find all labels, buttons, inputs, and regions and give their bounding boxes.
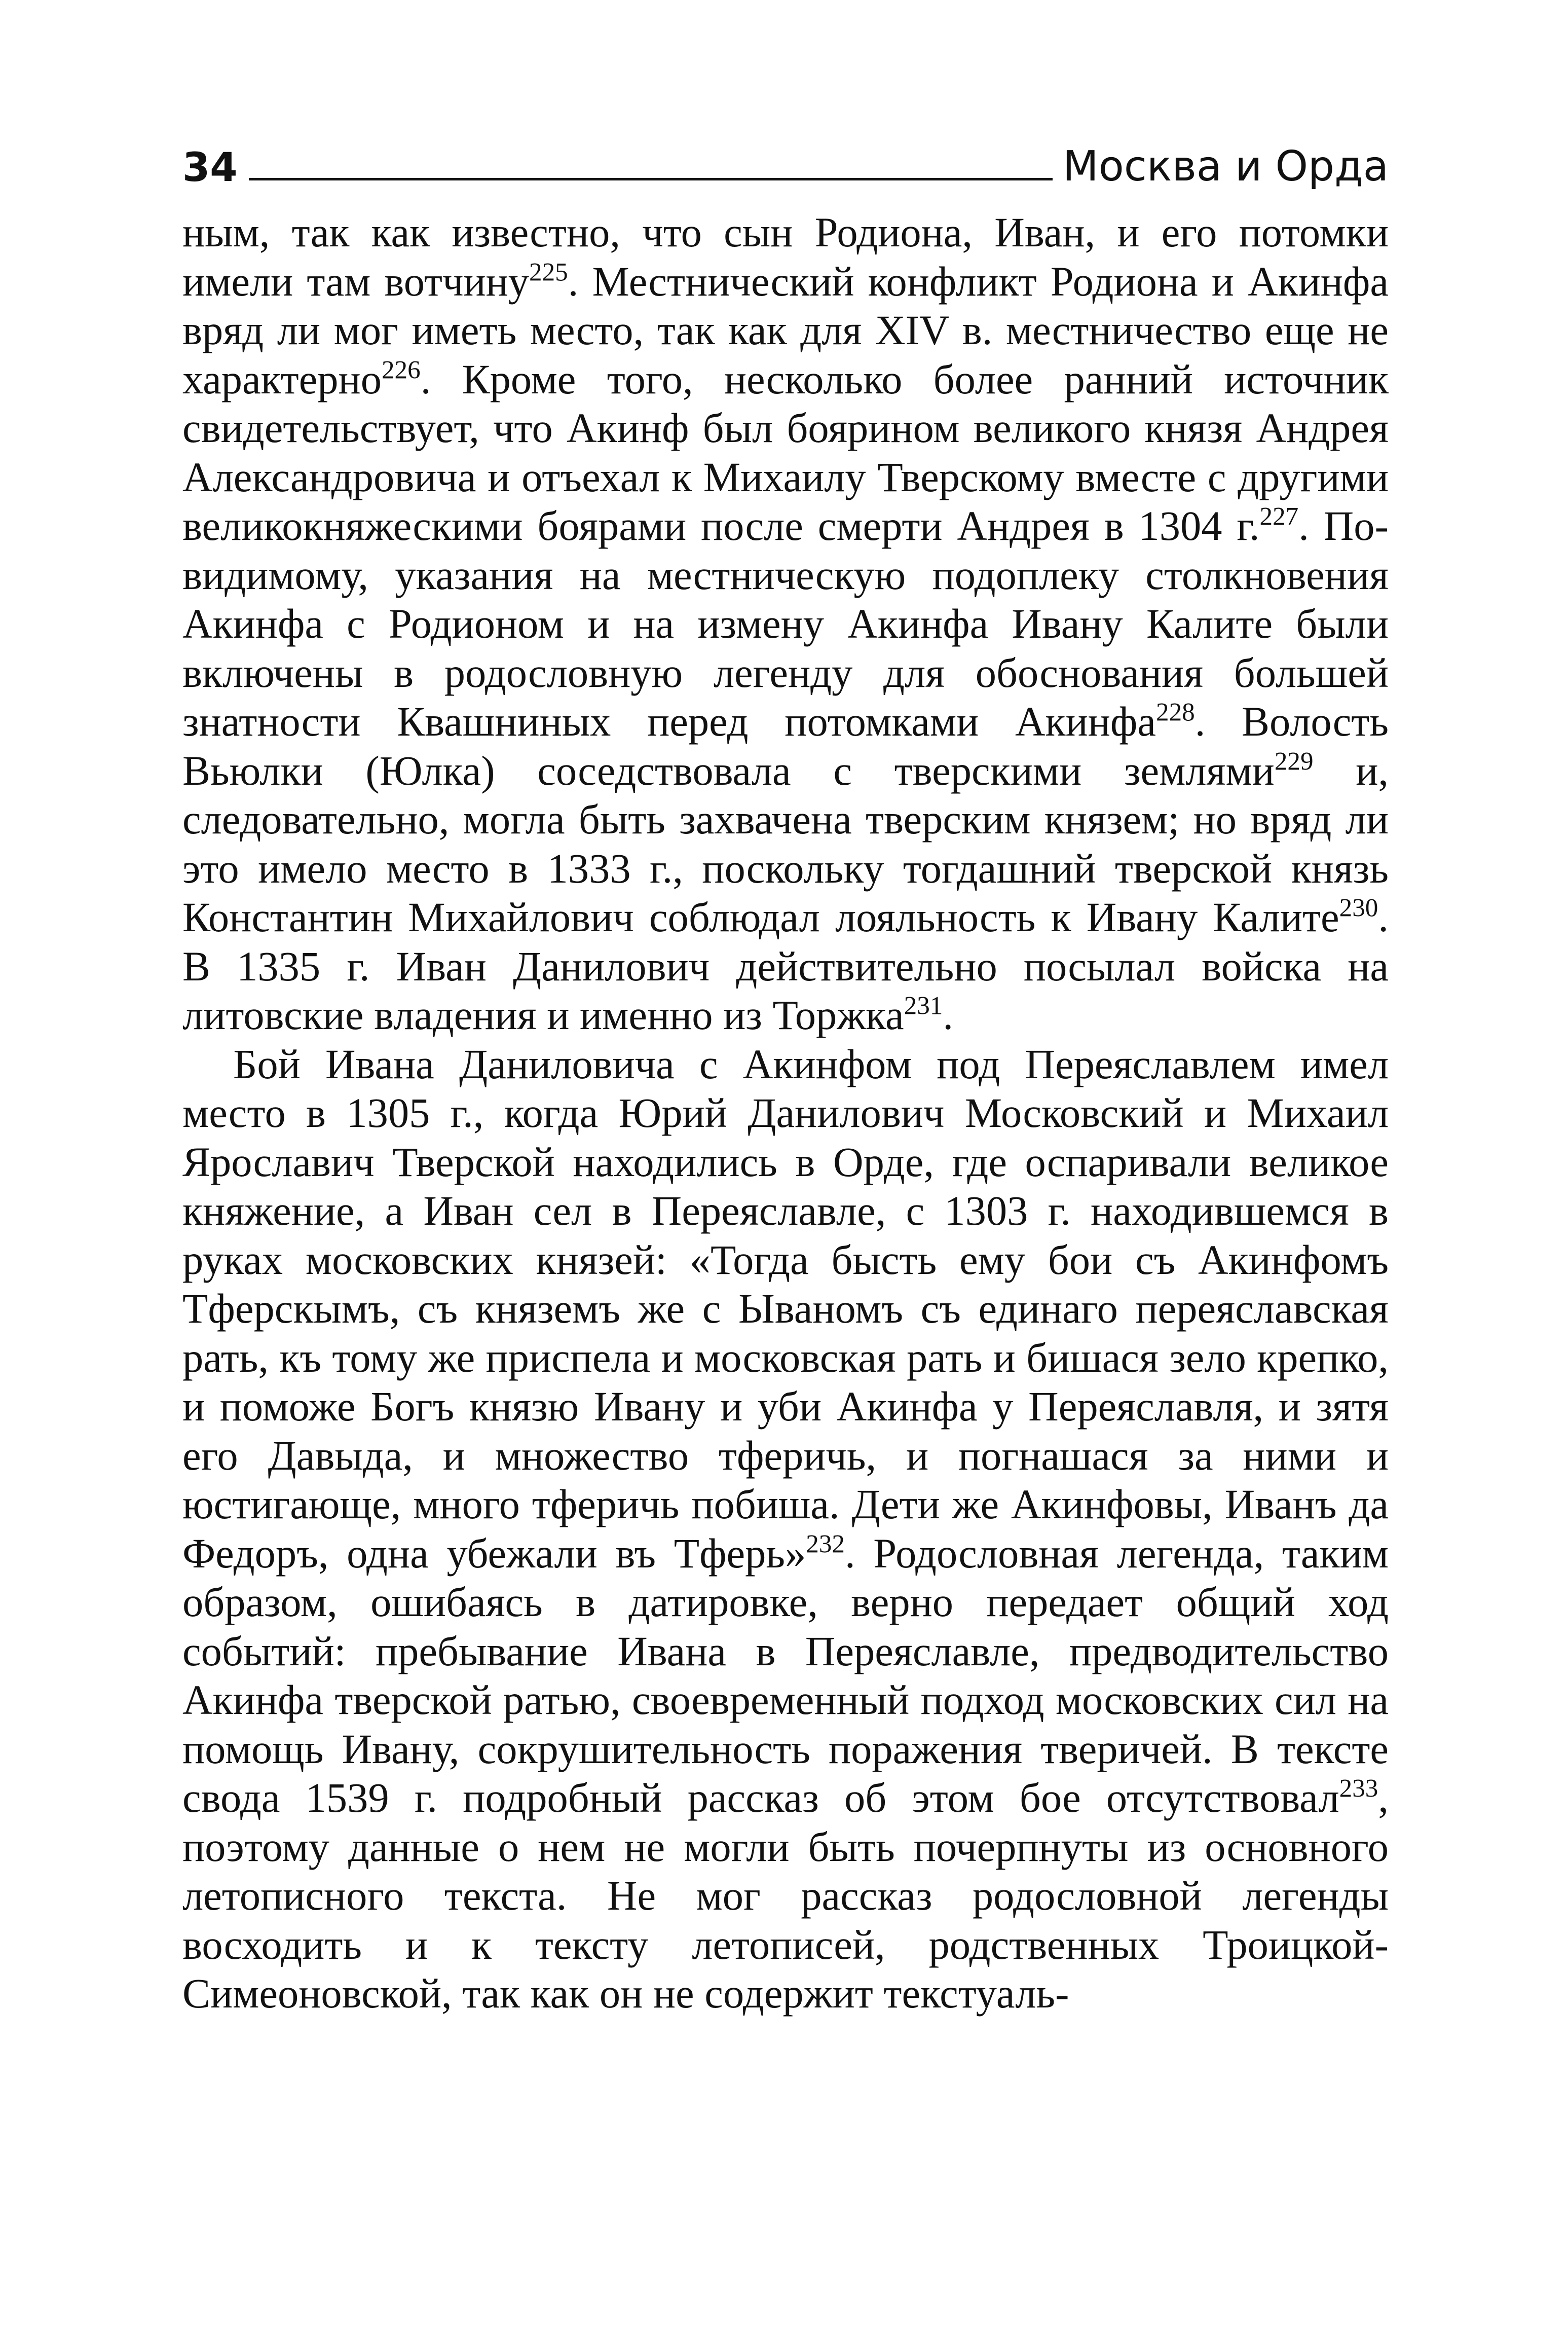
paragraph [182, 208, 1389, 1040]
text-run: и, следовательно, могла быть захвачена тверским князем; но вряд ли это имело место в 1333 г., поскольку тогдашний тверской князь Константин Михайлович соблюдал лояльность к Ивану Калите [182, 747, 1389, 940]
text-run: . Местнический конфликт Родиона и Акинфа вряд ли мог иметь место, так как для XIV в. местничество еще не характерно [182, 258, 1389, 403]
text-run: . Кроме того, несколько более ранний источник свидетельствует, что Акинф был боярином великого князя Андрея Александровича и отъехал к Михаилу Тверскому вместе с другими великокняжескими боярами после смерти Андрея в 1304 г. [182, 355, 1389, 549]
paragraph [182, 1040, 1389, 2018]
body-text [182, 208, 1389, 2018]
text-run: Бой Ивана Даниловича с Акинфом под Переяславлем имел место в 1305 г., когда Юрий Данилович Московский и Михаил Ярославич Тверской находились в Орде, где оспаривали великое княжение, а Иван сел в Переяславле, с 1303 г. находившемся в руках московских князей: «Тогда бысть ему бои съ Акинфомъ Тферскымъ, съ княземъ же с Ываномъ съ единаго переяславская рать, къ тому же приспела и московская рать и бишася зело крепко, и поможе Богъ князю Ивану и уби Акинфа у Переяславля, и зятя его Давыда, и множество тферичь, и погнашася за ними и юстигающе, много тферичь побиша. Дети же Акинфовы, Иванъ да Федоръ, одна убежали въ Тферь» [182, 1040, 1389, 1577]
footnote-ref: 229 [1274, 746, 1314, 776]
running-head [182, 127, 1389, 191]
text-run: . В 1335 г. Иван Данилович действительно посылал войска на литовские владения и именно из Торжка [182, 894, 1389, 1038]
footnote-ref: 230 [1339, 893, 1378, 923]
text-run: . По-видимому, указания на местническую подоплеку столкновения Акинфа с Родионом и на измену Акинфа Ивану Калите были включены в родословную легенду для обоснования большей знатности Квашниных перед потомками Акинфа [182, 502, 1389, 745]
text-run: . [943, 992, 953, 1038]
running-title: Москва и Орда [1062, 142, 1389, 191]
footnote-ref: 231 [904, 991, 943, 1020]
footnote-ref: 225 [529, 257, 568, 286]
text-run: . Родословная легенда, таким образом, ошибаясь в датировке, верно передает общий ход событий: пребывание Ивана в Переяславле, предводительство Акинфа тверской ратью, своевременный подход московских сил на помощь Ивану, сокрушительность поражения тверичей. В тексте свода 1539 г. подробный рассказ об этом бое отсутствовал [182, 1529, 1389, 1821]
text-run: ным, так как известно, что сын Родиона, Иван, и его потомки имели там вотчину [182, 209, 1389, 305]
footnote-ref: 227 [1259, 502, 1299, 531]
text-run: , поэтому данные о нем не могли быть почерпнуты из основного летописного текста. Не мог рассказ родословной легенды восходить и к тексту летописей, родственных Троицкой-Симеоновской, так как он не содержит текстуаль- [182, 1774, 1389, 2017]
footnote-ref: 233 [1339, 1774, 1378, 1803]
header-rule [249, 178, 1053, 180]
text-run: . Волость Вьюлки (Юлка) соседствовала с тверскими землями [182, 698, 1389, 794]
footnote-ref: 232 [806, 1529, 845, 1558]
page-number: 34 [182, 145, 238, 191]
book-page [182, 127, 1389, 2018]
footnote-ref: 228 [1156, 698, 1195, 727]
footnote-ref: 226 [381, 355, 421, 384]
